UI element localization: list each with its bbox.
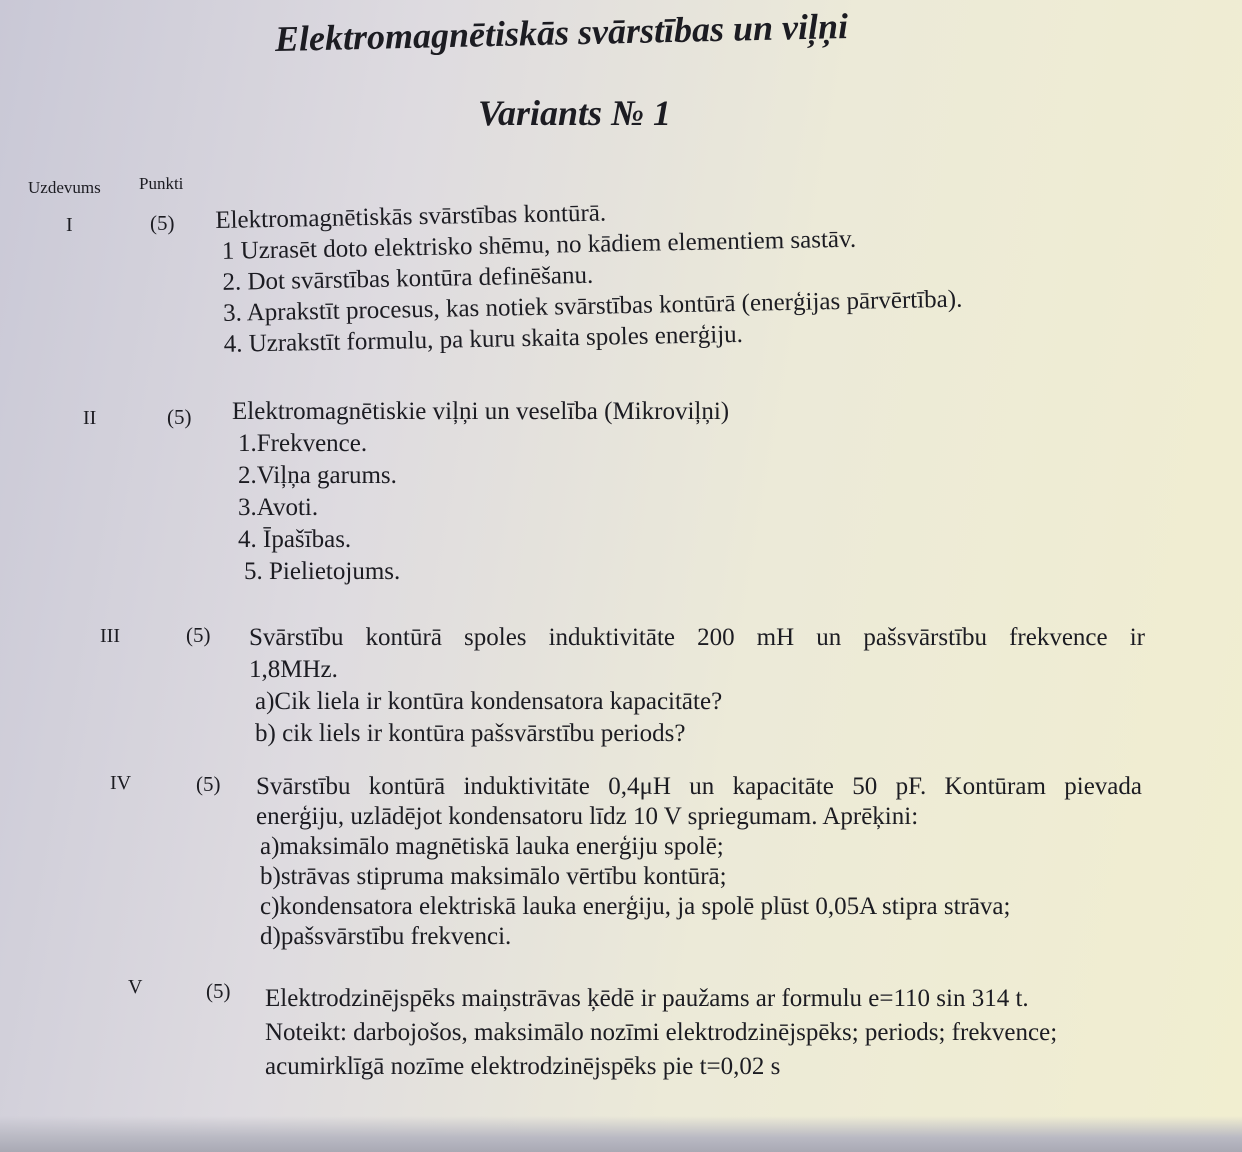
column-header-task: Uzdevums: [28, 178, 101, 197]
task-points: (5): [186, 623, 211, 647]
task-number: V: [128, 976, 143, 998]
task-line: c)kondensatora elektriskā lauka enerģiju, ja spolē plūst 0,05A stipra strāva;: [260, 893, 1011, 920]
task-line: enerģiju, uzlādējot kondensatoru līdz 10 V spriegumam. Aprēķini:: [256, 803, 919, 830]
task-line: Svārstību kontūrā induktivitāte 0,4μH un kapacitāte 50 pF. Kontūram pievada: [256, 773, 1142, 800]
task-line: 1,8MHz.: [249, 656, 338, 683]
task-item: 2.Viļņa garums.: [238, 462, 397, 489]
task-body: [232, 396, 932, 588]
task-body: [265, 982, 1137, 1084]
task-line: b)strāvas stipruma maksimālo vērtību kontūrā;: [260, 863, 727, 890]
task-item: 3.Avoti.: [238, 494, 319, 521]
task-points: (5): [206, 979, 231, 1003]
task-heading: Elektromagnētiskie viļņi un veselība (Mikroviļņi): [232, 398, 730, 425]
task-line: Elektrodzinējspēks maiņstrāvas ķēdē ir paužams ar formulu e=110 sin 314 t.: [265, 985, 1029, 1012]
document-title: Elektromagnētiskās svārstības un viļņi: [274, 6, 849, 59]
task-line: acumirklīgā nozīme elektrodzinējspēks pie t=0,02 s: [265, 1053, 781, 1080]
column-header-points: Punkti: [139, 174, 184, 193]
task-line: Noteikt: darbojošos, maksimālo nozīmi elektrodzinējspēks; periods; frekvence;: [265, 1019, 1058, 1046]
task-number: II: [83, 407, 97, 429]
task-line: Svārstību kontūrā spoles induktivitāte 200 mH un pašsvārstību frekvence ir: [249, 624, 1145, 651]
task-body: [256, 772, 1142, 952]
task-body: [215, 188, 1098, 360]
task-line: a)Cik liela ir kontūra kondensatora kapacitāte?: [255, 688, 723, 715]
task-item: 1.Frekvence.: [238, 430, 368, 457]
task-body: [249, 622, 1145, 750]
task-number: III: [100, 625, 120, 647]
task-points: (5): [196, 772, 221, 796]
task-line: a)maksimālo magnētiskā lauka enerģiju spolē;: [260, 833, 724, 860]
task-item: 1 Uzrasēt doto elektrisko shēmu, no kādiem elementiem sastāv.: [221, 225, 857, 265]
task-line: b) cik liels ir kontūra pašsvārstību periods?: [255, 720, 686, 747]
task-points: (5): [150, 211, 175, 235]
task-item: 2. Dot svārstības kontūra definēšanu.: [222, 261, 594, 296]
task-points: (5): [167, 405, 192, 429]
task-line: d)pašsvārstību frekvenci.: [260, 923, 512, 950]
task-number: IV: [110, 772, 132, 794]
task-item: 4. Uzrakstīt formulu, pa kuru skaita spoles enerģiju.: [223, 320, 744, 358]
page-bottom-edge: [0, 1116, 1242, 1152]
task-item: 4. Īpašības.: [238, 526, 352, 553]
variant-title: Variants № 1: [478, 93, 672, 133]
task-heading: Elektromagnētiskās svārstības kontūrā.: [215, 199, 607, 234]
task-number: I: [66, 214, 73, 236]
task-item: 3. Aprakstīt procesus, kas notiek svārstības kontūrā (enerģijas pārvērtība).: [222, 285, 963, 327]
task-item: 5. Pielietojums.: [244, 558, 401, 585]
